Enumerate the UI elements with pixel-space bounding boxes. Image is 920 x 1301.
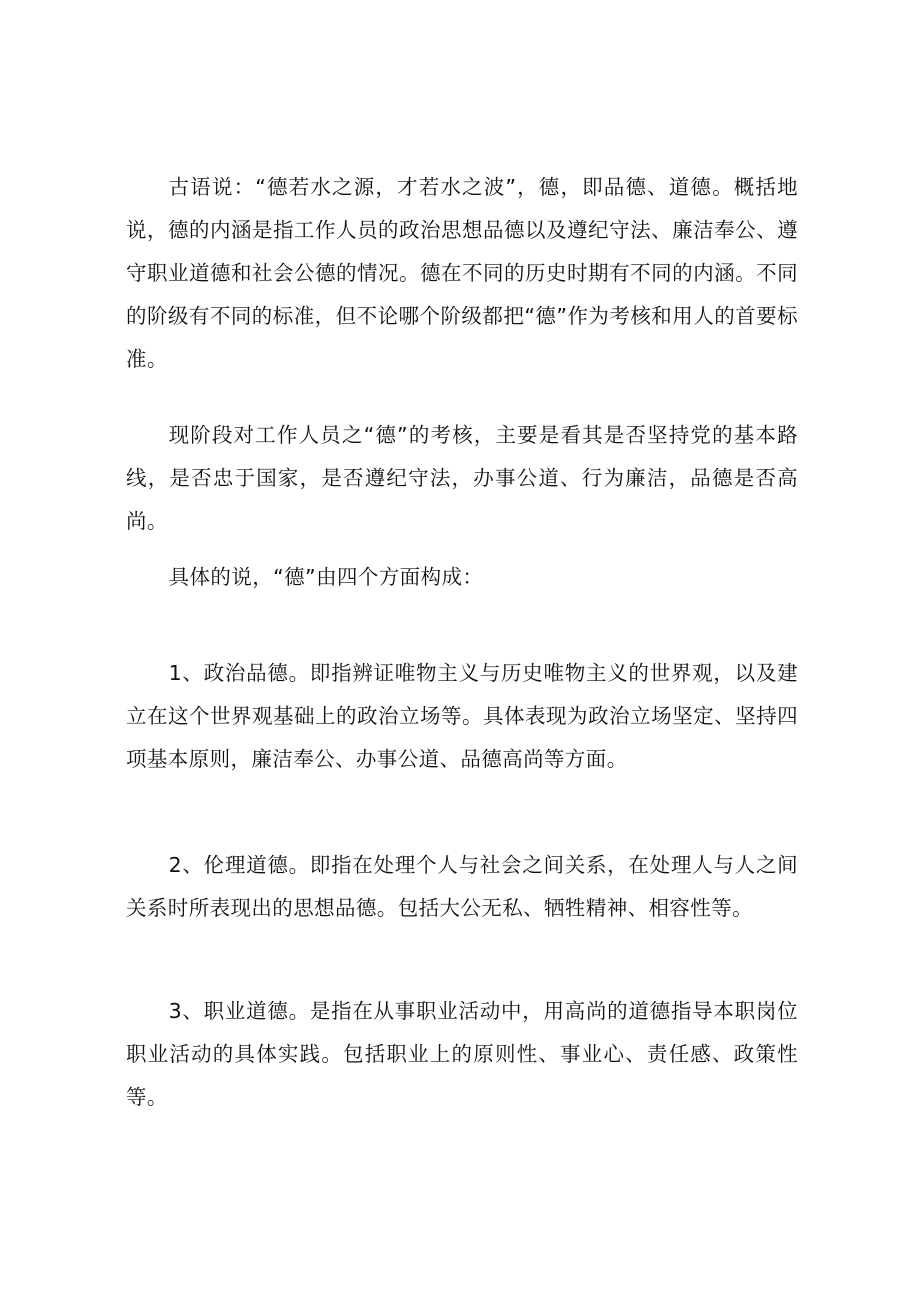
paragraph-professional-ethics: 3、职业道德。是指在从事职业活动中，用高尚的道德指导本职岗位职业活动的具体实践。包括职业上的原则性、事业心、责任感、政策性等。 bbox=[126, 999, 798, 1109]
paragraph-ethical-morality: 2、伦理道德。即指在处理个人与社会之间关系，在处理人与人之间关系时所表现出的思想品德。包括大公无私、牺牲精神、相容性等。 bbox=[126, 853, 798, 920]
paragraph-intro: 古语说：“德若水之源，才若水之波”，德，即品德、道德。概括地说，德的内涵是指工作人员的政治思想品德以及遵纪守法、廉洁奉公、遵守职业道德和社会公德的情况。德在不同的历史时期有不同的内涵。不同的阶级有不同的标准，但不论哪个阶级都把“德”作为考核和用人的首要标准。 bbox=[126, 175, 798, 371]
paragraph-assessment: 现阶段对工作人员之“德”的考核，主要是看其是否坚持党的基本路线，是否忠于国家，是否遵纪守法，办事公道、行为廉洁，品德是否高尚。 bbox=[126, 423, 798, 533]
paragraph-four-aspects: 具体的说，“德”由四个方面构成： bbox=[168, 565, 484, 589]
paragraph-political-morality: 1、政治品德。即指辨证唯物主义与历史唯物主义的世界观，以及建立在这个世界观基础上的政治立场等。具体表现为政治立场坚定、坚持四项基本原则，廉洁奉公、办事公道、品德高尚等方面。 bbox=[126, 661, 798, 771]
